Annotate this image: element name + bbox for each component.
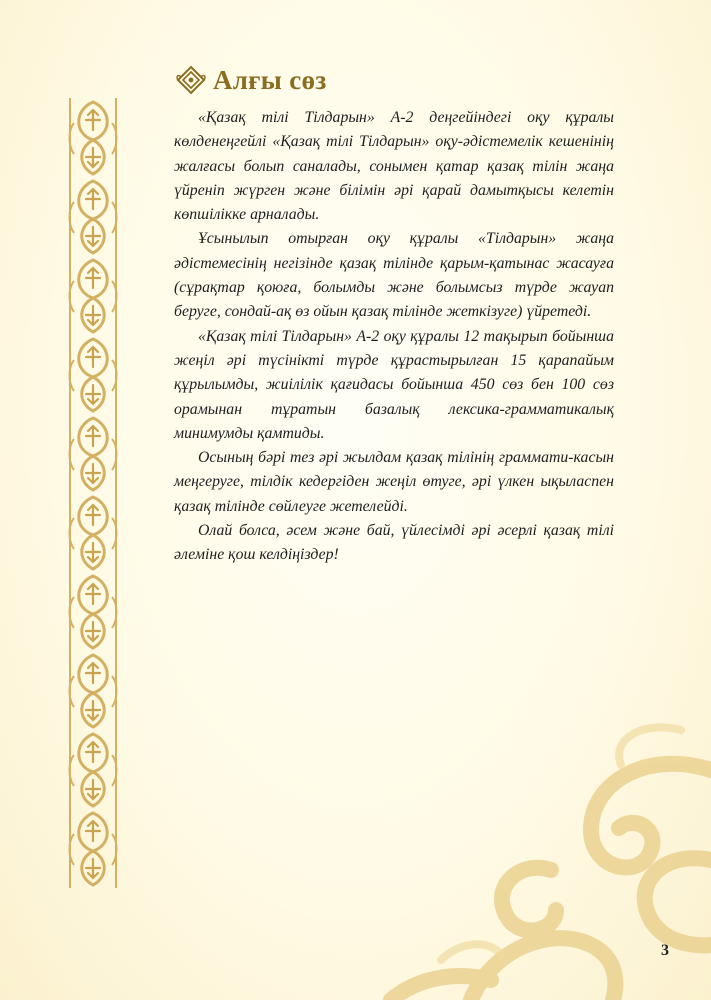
- paragraph: Осының бәрі тез әрі жылдам қазақ тілінің граммати-касын меңгеруге, тілдік кедергіден жеңіл өтуге, әрі үлкен ықыласпен қазақ тілінде сөйлеуге жетелейді.: [174, 449, 614, 515]
- body-text: [174, 106, 614, 568]
- page-title: Алғы сөз: [213, 64, 327, 95]
- paragraph: «Қазақ тілі Тілдарын» А-2 деңгейіндегі оқу құралы көлденеңгейлі «Қазақ тілі Тілдарын» оқу-әдістемелік кешенінің жалғасы болып саналады, сонымен қатар қазақ тілін жаңа үйреніп жүрген және білімін әрі қарай дамытқысы келетін көпшілікке арналады.: [174, 109, 614, 224]
- page-number: 3: [661, 942, 669, 959]
- paragraph: «Қазақ тілі Тілдарын» А-2 оқу құралы 12 тақырып бойынша жеңіл әрі түсінікті түрде құрастырылған 15 қарапайым құрылымды, жиілілік қағидасы бойынша 450 сөз бен 100 сөз орамынан тұратын базалық лексика-грамматикалық минимумды қамтиды.: [174, 327, 614, 442]
- ornament-icon: [176, 65, 206, 95]
- vertical-border-ornament-icon: [68, 98, 118, 888]
- paragraph: Ұсынылып отырған оқу құралы «Тілдарын» жаңа әдістемесінің негізінде қазақ тілінде қарым-қатынас жасауға (сұрақтар қоюға, болымды және болымсыз түрде жауап беруге, сондай-ақ өз ойын қазақ тілінде жеткізуге) үйретеді.: [174, 230, 614, 321]
- paragraph: Олай болса, әсем және бай, үйлесімді әрі әсерлі қазақ тілі әлеміне қош келдіңіздер!: [174, 522, 614, 564]
- page-header: [176, 62, 326, 98]
- corner-ornament-icon: [351, 710, 711, 1000]
